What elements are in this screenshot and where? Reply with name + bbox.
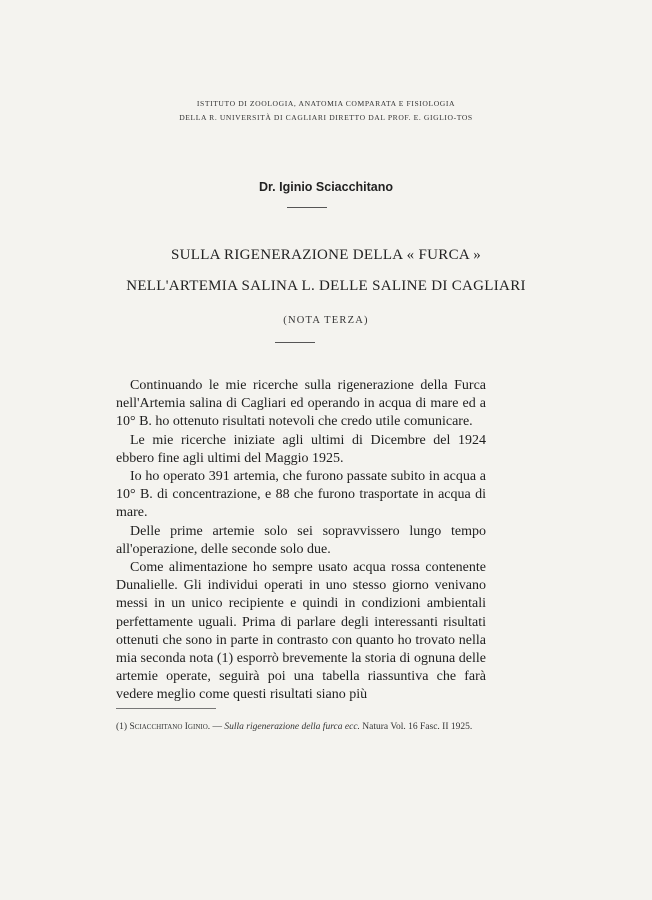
footnote-divider <box>116 708 216 709</box>
footnote-marker: (1) <box>116 722 128 732</box>
paragraph-3: Io ho operato 391 artemia, che furono passate subito in acqua a 10° B. di concentrazione, e 88 che furono trasportate in acqua di mare. <box>116 469 486 521</box>
author-divider <box>287 207 327 208</box>
footnote-work-title: Sulla rigenerazione della furca ecc. <box>224 722 360 732</box>
institute-header-line-1: ISTITUTO DI ZOOLOGIA, ANATOMIA COMPARATA E FISIOLOGIA <box>196 99 456 108</box>
paragraph-4: Delle prime artemie solo sei sopravvissero lungo tempo all'operazione, delle seconde solo due. <box>116 523 486 557</box>
paragraph-2: Le mie ricerche iniziate agli ultimi di Dicembre del 1924 ebbero fine agli ultimi del Maggio 1925. <box>116 432 486 466</box>
body-text <box>116 377 486 705</box>
paragraph-1: Continuando le mie ricerche sulla rigenerazione della Furca nell'Artemia salina di Cagliari ed operando in acqua di mare ed a 10° B. ho ottenuto risultati notevoli che credo utile comunicare. <box>116 378 486 430</box>
footnote-dash: — <box>212 722 223 732</box>
author-name: Dr. Iginio Sciacchitano <box>258 180 394 194</box>
footnote-author: Sciacchitano Iginio. <box>129 722 211 732</box>
footnote <box>116 720 486 735</box>
title-divider <box>275 342 315 343</box>
footnote-journal: Natura Vol. 16 Fasc. II 1925. <box>362 722 473 732</box>
title-line-2: NELL'ARTEMIA SALINA L. DELLE SALINE DI CAGLIARI <box>126 278 526 294</box>
paragraph-5: Come alimentazione ho sempre usato acqua rossa contenente Dunalielle. Gli individui operati in uno stesso giorno venivano messi in un unico recipiente e quindi in condizioni ambientali perfettamente uguali. Prima di parlare degli interessanti risultati ottenuti che sono in parte in contrasto con quanto ho trovato nella mia seconda nota (1) esporrò brevemente la storia di ognuna delle artemie operate, seguirà poi una tabella riassuntiva che farà vedere meglio come questi risultati siano più <box>116 560 486 703</box>
institute-header-line-2: DELLA R. UNIVERSITÀ DI CAGLIARI DIRETTO DAL PROF. E. GIGLIO-TOS <box>179 113 473 122</box>
title-line-1: SULLA RIGENERAZIONE DELLA « FURCA » <box>170 247 482 263</box>
subtitle: (NOTA TERZA) <box>283 315 369 326</box>
